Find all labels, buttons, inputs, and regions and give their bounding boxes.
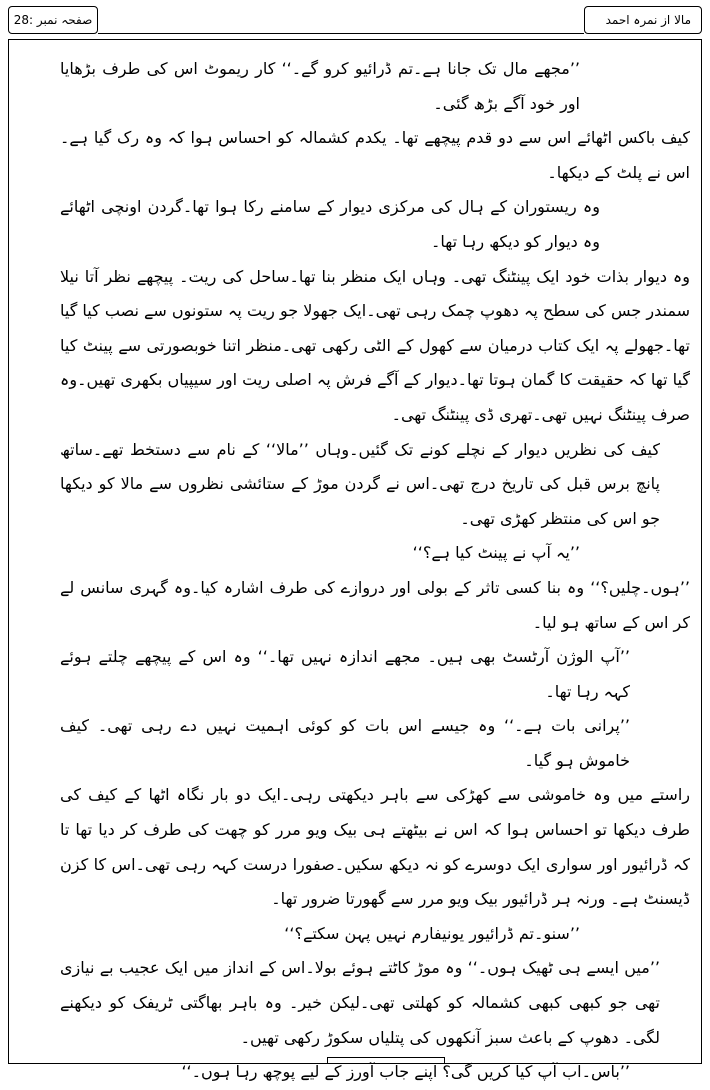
paragraph: ’’یہ آپ نے پینٹ کیا ہے؟‘‘ <box>412 543 580 563</box>
page-number: صفحہ نمبر :28 <box>13 13 93 27</box>
book-author: مالا از نمرہ احمد <box>605 13 691 27</box>
paragraph: ’’باس۔اب آپ کیا کریں گی؟ اپنے جاب آورز کے لیے پوچھ رہا ہوں۔‘‘ <box>181 1062 630 1082</box>
page-number-box <box>8 6 98 34</box>
story-text <box>60 52 690 1090</box>
paragraph: ’’ہوں۔چلیں؟‘‘ وہ بنا کسی تاثر کے بولی اور دروازے کی طرف اشارہ کیا۔وہ گہری سانس لے کر اس کے ساتھ ہو لیا۔ <box>60 577 690 632</box>
paragraph: ’’پرانی بات ہے۔‘‘ وہ جیسے اس بات کو کوئی اہمیت نہیں دے رہی تھی۔ کیف خاموش ہو گیا۔ <box>60 716 630 770</box>
header-divider <box>98 33 584 34</box>
paragraph: وہ ریستوران کے ہال کی مرکزی دیوار کے سامنے رکا ہوا تھا۔گردن اونچی اٹھائے وہ دیوار کو دیکھ رہا تھا۔ <box>60 197 600 251</box>
paragraph: کیف کی نظریں دیوار کے نچلے کونے تک گئیں۔وہاں ’’مالا‘‘ کے نام سے دستخط تھے۔ساتھ پانچ برس قبل کی تاریخ درج تھی۔اس نے گردن موڑ کے ستائشی نظروں سے مالا کو دیکھا جو اس کی منتظر کھڑی تھی۔ <box>60 439 660 528</box>
paragraph: وہ دیوار بذات خود ایک پینٹنگ تھی۔ وہاں ایک منظر بنا تھا۔ساحل کی ریت۔ پیچھے نظر آتا نیلا سمندر جس کی سطح پہ دھوپ چمک رہی تھی۔ایک جھولا جو ریت پہ ستونوں سے نصب کیا گیا تھا۔جھولے پہ ایک کتاب درمیان سے کھول کے الٹی رکھی تھی۔منظر اتنا خوبصورتی سے پینٹ کیا گیا تھا کہ حقیقت کا گمان ہوتا تھا۔دیوار کے آگے فرش پہ اصلی ریت اور سیپیاں بکھری تھیں۔وہ صرف پینٹنگ نہیں تھی۔تھری ڈی پینٹنگ تھی۔ <box>60 266 690 424</box>
paragraph: ’’میں ایسے ہی ٹھیک ہوں۔‘‘ وہ موڑ کاٹتے ہوئے بولا۔اس کے انداز میں ایک عجیب بے نیازی تھی جو کبھی کبھی کشمالہ کو کھلتی تھی۔لیکن خیر۔ وہ باہر بھاگتی ٹریفک کو دیکھنے لگی۔ دھوپ کے باعث سبز آنکھوں کی پتلیاں سکوڑ رکھی تھیں۔ <box>60 958 660 1047</box>
paragraph: ’’آپ الوژن آرٹسٹ بھی ہیں۔ مجھے اندازہ نہیں تھا۔‘‘ وہ اس کے پیچھے چلتے ہوئے کہہ رہا تھا۔ <box>60 647 630 701</box>
author-box <box>584 6 702 34</box>
paragraph: کیف باکس اٹھائے اس سے دو قدم پیچھے تھا۔ یکدم کشمالہ کو احساس ہوا کہ وہ رک گیا ہے۔اس نے پلٹ کے دیکھا۔ <box>60 128 690 182</box>
paragraph: راستے میں وہ خاموشی سے کھڑکی سے باہر دیکھتی رہی۔ایک دو بار نگاہ اٹھا کے کیف کی طرف دیکھا تو احساس ہوا کہ اس نے بیٹھتے ہی بیک ویو مرر کو چھت کی طرف کر دیا تھا تا کہ ڈرائیور اور سواری ایک دوسرے کو نہ دیکھ سکیں۔صفورا درست کہہ رہی تھی۔اس کا کزن ڈیسنٹ ہے۔ ورنہ ہر ڈرائیور بیک ویو مرر سے گھورتا ضرور تھا۔ <box>60 785 690 909</box>
paragraph: ’’مجھے مال تک جانا ہے۔تم ڈرائیو کرو گے۔‘‘ کار ریموٹ اس کی طرف بڑھایا اور خود آگے بڑھ گئی۔ <box>60 59 580 113</box>
paragraph: ’’سنو۔تم ڈرائیور یونیفارم نہیں پہن سکتے؟‘‘ <box>284 923 580 943</box>
